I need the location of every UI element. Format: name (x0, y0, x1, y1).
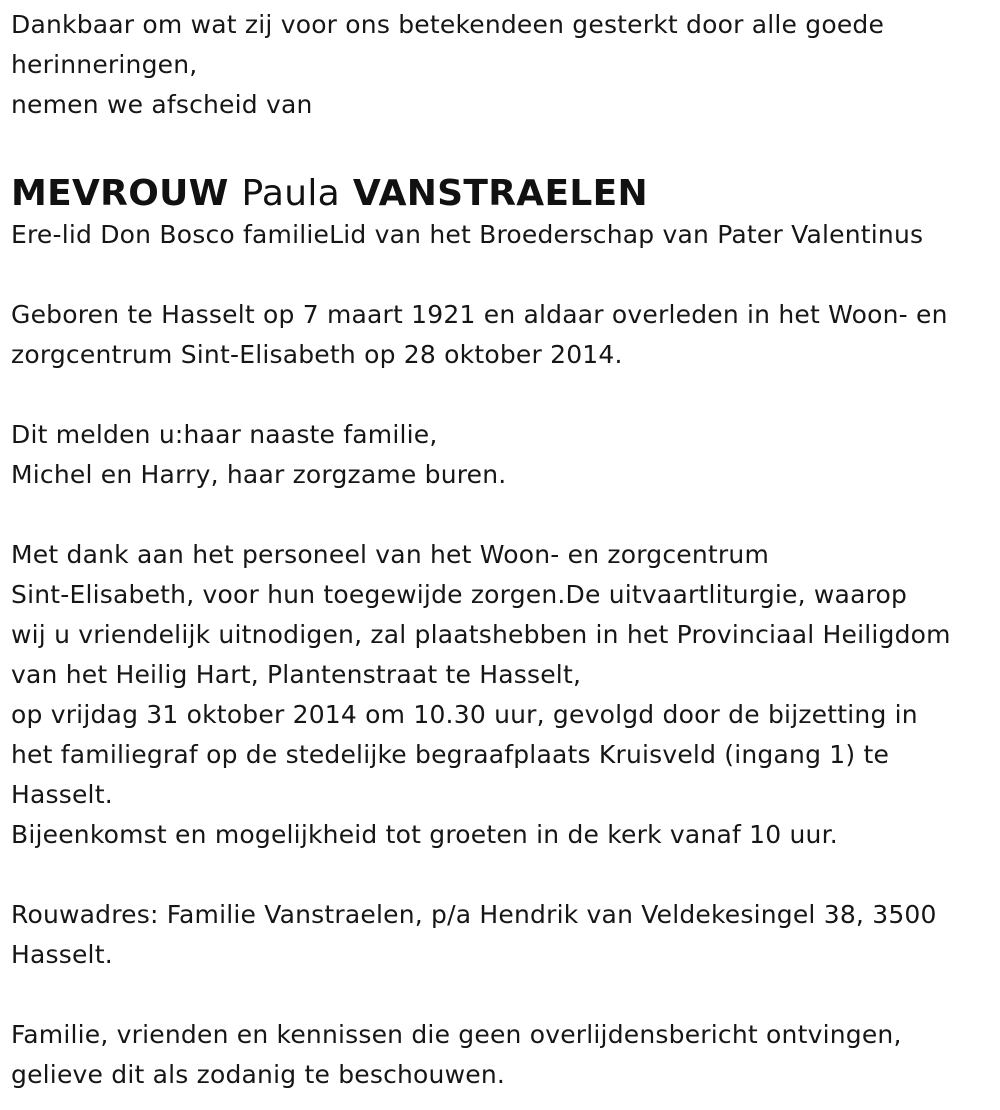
ceremony-line: op vrijdag 31 oktober 2014 om 10.30 uur, gevolgd door de bijzetting in (11, 700, 918, 729)
deceased-last-name: VANSTRAELEN (352, 173, 648, 214)
closing-line: Familie, vrienden en kennissen die geen overlijdensbericht ontvingen, (11, 1020, 902, 1049)
ceremony-line: Sint-Elisabeth, voor hun toegewijde zorgen.De uitvaartliturgie, waarop (11, 580, 908, 609)
spacer (11, 125, 996, 165)
spacer (11, 855, 996, 895)
ceremony-line: Hasselt. (11, 780, 113, 809)
birth-death-line: zorgcentrum Sint-Elisabeth op 28 oktober 2014. (11, 340, 623, 369)
birth-death-line: Geboren te Hasselt op 7 maart 1921 en aldaar overleden in het Woon- en (11, 300, 948, 329)
address-line: Hasselt. (11, 940, 113, 969)
ceremony-line: Met dank aan het personeel van het Woon- en zorgcentrum (11, 540, 769, 569)
closing-block (11, 1015, 996, 1095)
deceased-first-name: Paula (241, 173, 341, 214)
deceased-name-heading (11, 169, 996, 219)
address-block (11, 895, 996, 975)
spacer (11, 495, 996, 535)
announcers-line: Dit melden u:haar naaste familie, (11, 420, 438, 449)
intro-line: Dankbaar om wat zij voor ons betekendeen gesterkt door alle goede (11, 10, 885, 39)
spacer (11, 255, 996, 295)
intro-block (11, 5, 996, 125)
ceremony-line: Bijeenkomst en mogelijkheid tot groeten in de kerk vanaf 10 uur. (11, 820, 838, 849)
announcers-line: Michel en Harry, haar zorgzame buren. (11, 460, 507, 489)
death-notice (11, 5, 996, 1095)
deceased-title: MEVROUW (11, 173, 229, 214)
birth-death-block (11, 295, 996, 375)
ceremony-block (11, 535, 996, 855)
spacer (11, 375, 996, 415)
ceremony-line: van het Heilig Hart, Plantenstraat te Hasselt, (11, 660, 582, 689)
ceremony-line: wij u vriendelijk uitnodigen, zal plaatshebben in het Provinciaal Heiligdom (11, 620, 951, 649)
intro-line: herinneringen, (11, 50, 198, 79)
spacer (11, 975, 996, 1015)
intro-line: nemen we afscheid van (11, 90, 313, 119)
closing-line: gelieve dit als zodanig te beschouwen. (11, 1060, 506, 1089)
ceremony-line: het familiegraf op de stedelijke begraafplaats Kruisveld (ingang 1) te (11, 740, 890, 769)
address-line: Rouwadres: Familie Vanstraelen, p/a Hendrik van Veldekesingel 38, 3500 (11, 900, 937, 929)
deceased-memberships: Ere-lid Don Bosco familieLid van het Broederschap van Pater Valentinus (11, 220, 924, 249)
announcers-block (11, 415, 996, 495)
